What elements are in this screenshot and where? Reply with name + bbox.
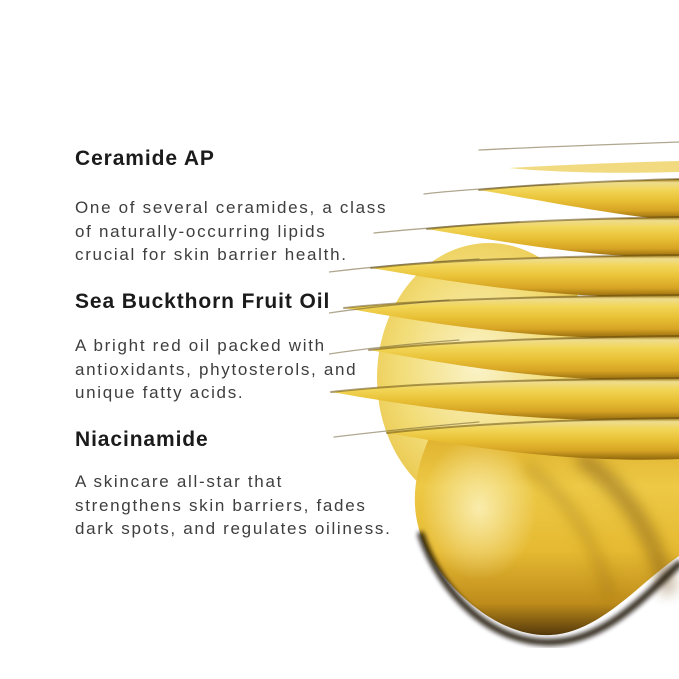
ingredient-description-line: strengthens skin barriers, fades	[75, 495, 367, 515]
ingredient-heading-sea-buckthorn: Sea Buckthorn Fruit Oil	[75, 290, 331, 313]
ingredient-description-sea-buckthorn	[75, 334, 357, 405]
ingredient-description-niacinamide	[75, 470, 392, 541]
ingredient-heading-niacinamide: Niacinamide	[75, 428, 209, 451]
ingredient-description-line: crucial for skin barrier health.	[75, 245, 348, 264]
ingredient-description-line: of naturally-occurring lipids	[75, 221, 327, 241]
ingredient-heading-ceramide-ap: Ceramide AP	[75, 147, 215, 170]
ingredient-description-line: A bright red oil packed with	[75, 336, 326, 355]
ingredient-description-line: antioxidants, phytosterols, and	[75, 359, 358, 379]
ingredient-description-line: dark spots, and regulates oiliness.	[75, 519, 392, 538]
ingredient-description-line: unique fatty acids.	[75, 383, 245, 402]
ingredient-description-line: A skincare all-star that	[75, 472, 284, 491]
ingredient-description-line: One of several ceramides, a class	[75, 198, 388, 217]
ingredient-description-ceramide-ap	[75, 196, 387, 267]
